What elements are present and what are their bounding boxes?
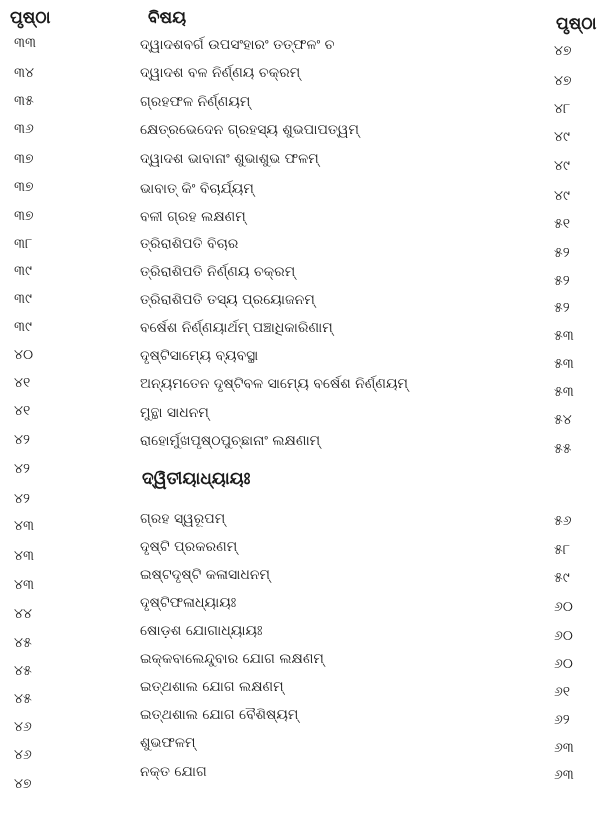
topic-entry: ଦ୍ୱାଦଶବର୍ଗ ଉପସଂହାରଂ ତତ୍‌ଫଳଂ ଚ (140, 37, 335, 53)
left-page-number: ୪୫ (14, 663, 32, 679)
left-page-number: ୪୨ (14, 461, 30, 477)
topic-entry: କ୍ଷେତ୍ରଭେଦେନ ଗ୍ରହସ୍ୟ ଶୁଭପାପତ୍ୱମ୍ (140, 122, 359, 138)
left-page-number: ୩୭ (14, 208, 34, 224)
topic-entry: ଦୃଷ୍ଟି ପ୍ରକରଣମ୍ (140, 539, 238, 555)
right-page-number: ୪୮ (554, 101, 571, 117)
right-page-number: ୫୩ (554, 356, 574, 372)
subject-column-header: ବିଷୟ (148, 8, 187, 28)
topic-entry: ଦୃଷ୍ଟିସାମ୍ୟେ ବ୍ୟବସ୍ଥା (140, 348, 259, 364)
topic-entry: ଇକ୍‌କବାଲେନ୍ଦୁବାର ଯୋଗ ଲକ୍ଷଣମ୍ (140, 651, 324, 667)
right-page-number: ୫୯ (554, 570, 570, 586)
right-page-number: ୫୫ (554, 441, 572, 457)
right-page-number: ୬୨ (554, 712, 570, 728)
right-page-number: ୫୬ (554, 513, 572, 529)
topic-entry: ତ୍ରିରାଶିପତି ତସ୍ୟ ପ୍ରୟୋଜନମ୍ (140, 292, 315, 308)
left-page-number: ୪୨ (14, 491, 30, 507)
topic-entry: ଦ୍ୱାଦଶ ବଳ ନିର୍ଣ୍ଣୟ ଚକ୍ରମ୍ (140, 65, 301, 81)
right-page-number: ୫୨ (554, 273, 570, 289)
topic-entry: ଭାବାତ୍ କିଂ ବିଚାର୍ଯ୍ୟମ୍ (140, 181, 254, 197)
left-page-number: ୩୯ (14, 263, 32, 279)
left-page-number: ୪୩ (14, 548, 34, 564)
right-page-number: ୫୧ (554, 216, 571, 232)
left-page-number: ୪୩ (14, 518, 34, 534)
topic-entry: ନକ୍ତ ଯୋଗ (140, 764, 207, 780)
page-column-header-left: ପୃଷ୍ଠା (10, 8, 51, 28)
left-page-number: ୪୪ (14, 606, 32, 622)
right-page-number: ୬୦ (554, 656, 573, 672)
topic-entry: ଦୃଷ୍ଟିଫଳାଧ୍ୟାୟଃ (140, 595, 237, 611)
left-page-number: ୪୫ (14, 691, 32, 707)
left-page-number: ୪୨ (14, 432, 30, 448)
topic-entry: ଗ୍ରହଫଳ ନିର୍ଣ୍ଣୟମ୍ (140, 94, 251, 110)
topic-entry: ତ୍ରିରାଶିପତି ବିଚାର (140, 236, 239, 252)
right-page-number: ୫୩ (554, 328, 574, 344)
left-page-number: ୩୫ (14, 93, 34, 109)
right-page-number: ୪୯ (554, 129, 570, 145)
left-page-number: ୩୯ (14, 291, 32, 307)
right-page-number: ୪୯ (554, 188, 570, 204)
left-page-number: ୪୬ (14, 747, 32, 763)
left-page-number: ୩୭ (14, 179, 34, 195)
right-page-number: ୫୩ (554, 384, 574, 400)
right-page-number: ୪୭ (554, 43, 572, 59)
topic-entry: ବର୍ଷେଶ ନିର୍ଣ୍ଣୟାର୍ଥମ୍ ପଞ୍ଚାଧିକାରିଣାମ୍ (140, 320, 333, 336)
left-page-number: ୪୬ (14, 719, 32, 735)
topic-entry: ଦ୍ୱାଦଶ ଭାବାନାଂ ଶୁଭାଶୁଭ ଫଳମ୍ (140, 151, 319, 167)
left-page-number: ୪୫ (14, 635, 32, 651)
topic-entry: ଇତ୍‌ଥଶାଲ ଯୋଗ ବୈଶିଷ୍ୟମ୍ (140, 707, 299, 723)
topic-entry: ରାହୋର୍ମୁଖପୃଷ୍ଠପୁଚ୍ଛାନାଂ ଲକ୍ଷଣାମ୍ (140, 433, 321, 449)
topic-entry: ଇତ୍‌ଥଶାଲ ଯୋଗ ଲକ୍ଷଣମ୍ (140, 679, 284, 695)
left-page-number: ୪୭ (14, 776, 32, 792)
topic-entry: ମୁନ୍ଥା ସାଧନମ୍ (140, 405, 209, 421)
right-page-number: ୫୪ (554, 412, 572, 428)
left-page-number: ୪୧ (14, 403, 31, 419)
left-page-number: ୩୭ (14, 151, 34, 167)
right-page-number: ୬୦ (554, 628, 573, 644)
right-page-number: ୫୨ (554, 300, 570, 316)
topic-entry: ଷୋଡ଼ଶ ଯୋଗାଧ୍ୟାୟଃ (140, 623, 263, 639)
topic-entry: ଅନ୍ୟମତେନ ଦୃଷ୍ଟିବଳ ସାମ୍ୟେ ବର୍ଷେଶ ନିର୍ଣ୍ଣୟମ୍ (140, 376, 408, 392)
right-page-number: ୫୨ (554, 245, 570, 261)
left-page-number: ୪୧ (14, 375, 31, 391)
left-page-number: ୪୩ (14, 577, 34, 593)
left-page-number: ୩୩ (14, 35, 37, 51)
topic-entry: ଇଷ୍ଟଦୃଷ୍ଟି କଳାସାଧନମ୍ (140, 567, 270, 583)
right-page-number: ୬୦ (554, 599, 573, 615)
right-page-number: ୪୭ (554, 73, 572, 89)
topic-entry: ବଳୀ ଗ୍ରହ ଲକ୍ଷଣମ୍ (140, 209, 246, 225)
topic-entry: ଗ୍ରହ ସ୍ୱରୂପମ୍ (140, 511, 226, 527)
left-page-number: ୩୬ (14, 121, 34, 137)
left-page-number: ୩୪ (14, 65, 34, 81)
section-title: ଦ୍ୱିତୀୟାଧ୍ୟାୟଃ (142, 469, 251, 489)
right-page-number: ୬୧ (554, 684, 571, 700)
right-page-number: ୫୮ (554, 542, 571, 558)
left-page-number: ୩୯ (14, 319, 32, 335)
topic-entry: ଶୁଭଫଳମ୍ (140, 735, 196, 751)
left-page-number: ୩୮ (14, 236, 33, 252)
topic-entry: ତ୍ରିରାଶିପତି ନିର୍ଣ୍ଣୟ ଚକ୍ରମ୍ (140, 264, 296, 280)
right-page-number: ୪୯ (554, 158, 570, 174)
right-page-number: ୬୩ (554, 767, 574, 783)
right-page-number: ୬୩ (554, 740, 574, 756)
page-column-header-right: ପୃଷ୍ଠା (556, 14, 597, 34)
left-page-number: ୪୦ (14, 347, 34, 363)
